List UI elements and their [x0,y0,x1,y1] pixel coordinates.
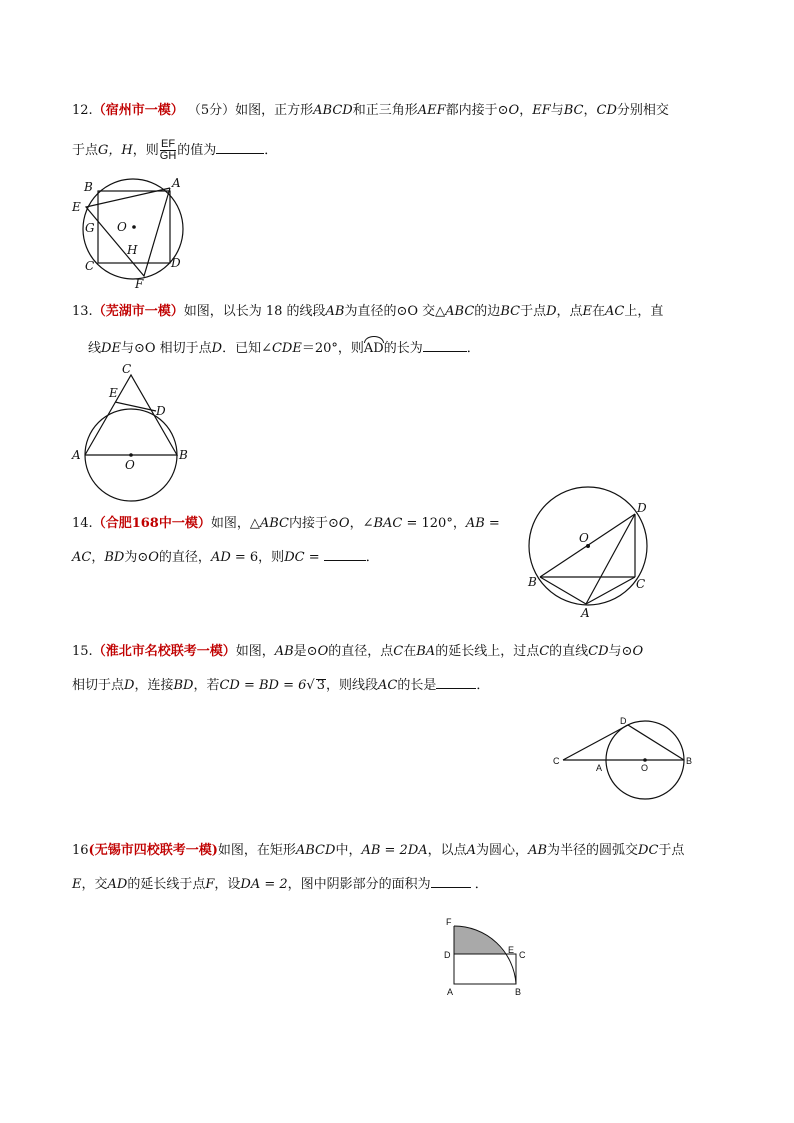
figure-13 [70,362,195,504]
answer-blank[interactable] [436,675,476,689]
label-b: B [686,756,693,766]
problem-number: 13. [72,304,93,319]
math-expression: DA = 2 [240,877,288,892]
math-var: E [582,304,593,319]
label-f: F [446,917,452,927]
math-var: F [205,877,215,892]
text: 线 [88,341,102,356]
problem-number: 12. [72,103,93,118]
problem-score: （5分） [187,103,236,118]
problem-source: (无锡市四校联考一模) [88,843,218,858]
label-b: B [179,448,188,462]
math-var: O [317,644,329,659]
text: ．已知∠ [222,341,272,356]
fraction-numerator: EF [160,138,176,150]
math-var: ABCD [313,103,353,118]
center-dot [132,225,136,229]
math-var: D [546,304,557,319]
figure-15 [550,712,700,804]
label-a: A [72,448,81,462]
text: 如图， [235,644,275,659]
label-o: O [641,763,649,773]
text: ． [466,341,480,356]
answer-blank[interactable] [431,874,471,888]
answer-blank[interactable] [324,547,366,561]
text: 于点 [658,843,685,858]
label-b: B [515,987,522,997]
text: 如图，以长为 18 的线段 [183,304,326,319]
text: ． [264,143,278,158]
label-c: C [85,259,95,273]
text: 分别相交 [616,103,669,118]
label-o: O [117,220,127,234]
sqrt-radicand: 3 [316,678,325,693]
text: 于点 [520,304,547,319]
text: ， [519,103,533,118]
text: 的长是 [397,678,437,693]
problem-14-line-2 [72,547,379,568]
math-var: A [466,843,477,858]
math-var: AD [107,877,128,892]
math-var: EF [532,103,551,118]
figure-16 [442,915,532,999]
text: 的边 [474,304,501,319]
text: 在 [592,304,606,319]
label-e: E [109,386,118,400]
text: ，图中阴影部分的面积为 [287,877,431,892]
problem-number: 15. [72,644,93,659]
math-var: AC [378,678,398,693]
text: 和正三角形 [352,103,418,118]
text: ，以点 [427,843,467,858]
label-c: C [122,362,132,376]
math-var: C [539,644,550,659]
answer-blank[interactable] [216,140,264,154]
arc-ad: AD [364,336,384,359]
math-var: AD [210,550,231,565]
label-e: E [508,945,515,955]
text: = 120°， [402,516,466,531]
label-e: E [72,200,81,214]
text: △ [249,516,260,531]
math-var: D [124,678,135,693]
text: 的延长线于点 [127,877,206,892]
math-var: ABC [445,304,475,319]
label-b: B [84,180,93,194]
text: 是⊙ [293,644,318,659]
text: 相切于点 [72,678,125,693]
math-var: AC [72,550,92,565]
text: 如图，在矩形 [217,843,296,858]
text: 与⊙O 相切于点 [120,341,212,356]
math-var: E [72,877,82,892]
text: ． [365,550,379,565]
label-o: O [579,531,589,545]
label-a: A [596,763,603,773]
text: 的直径， [158,550,211,565]
text: ，∠ [349,516,374,531]
fraction-denominator: GH [159,150,177,162]
math-var: ABCD [295,843,336,858]
text: ，若 [193,678,220,693]
problem-16-line-1 [72,841,684,861]
label-a: A [172,176,181,190]
label-d: D [620,716,627,726]
math-var: DC [638,843,659,858]
text: ，交 [81,877,108,892]
label-d: D [171,256,181,270]
shaded-region [454,926,505,954]
text: 的直线 [549,644,589,659]
text: 为直径的⊙O 交△ [344,304,446,319]
label-c: C [553,756,560,766]
text: 于点 [72,143,99,158]
problem-15-line-1 [72,642,643,662]
text: 的延长线上，过点 [435,644,540,659]
text: 与 [550,103,564,118]
text: 在 [403,644,417,659]
label-c: C [519,950,526,960]
text: ，设 [214,877,241,892]
problem-12-line-1 [72,101,669,121]
problem-14-line-1 [72,514,500,534]
math-var: AC [605,304,625,319]
math-var: BA [416,644,436,659]
math-var: BD [104,550,125,565]
text: 都内接于⊙ [445,103,509,118]
math-var: BC [563,103,584,118]
tangent-cd [563,725,628,760]
text: 如图，正方形 [235,103,314,118]
problem-source: （淮北市名校联考一模） [92,644,236,659]
math-var: ABC [259,516,289,531]
text: = [304,550,324,565]
center-dot [643,758,647,762]
sqrt-sign: √ [306,678,315,693]
text: ， [91,550,105,565]
text: 上，直 [624,304,664,319]
problem-12-line-2 [72,139,277,162]
problem-number: 14. [72,516,93,531]
label-f: F [135,277,144,291]
math-var: BAC [373,516,403,531]
text: 的长为 [383,341,423,356]
fraction [160,139,177,162]
text: 为圆心， [476,843,529,858]
text: 为半径的圆弧交 [547,843,639,858]
math-var: AB [465,516,485,531]
label-c: C [636,577,646,591]
line-bd [628,725,684,760]
problem-13-line-1 [72,302,663,322]
math-var: CD [596,103,617,118]
rectangle-abcd [454,954,516,984]
label-a: A [447,987,454,997]
math-var: BC [500,304,521,319]
text: ，则 [132,143,159,158]
math-var: O [338,516,350,531]
problem-16-line-2 [72,874,488,895]
label-b: B [528,575,537,589]
text: ，连接 [134,678,174,693]
text: = 6，则 [230,550,285,565]
text: 与⊙ [608,644,633,659]
math-var: BD [173,678,194,693]
problem-source: （合肥168中一模） [92,516,211,531]
label-d: D [637,501,647,515]
math-expression: CD = BD = 6 [219,678,307,693]
text: ，则线段 [325,678,378,693]
math-var: AB [325,304,345,319]
math-var: CDE [271,341,302,356]
label-d: D [444,950,451,960]
label-a: A [581,606,590,620]
problem-source: （芜湖市一模） [92,304,184,319]
text: 内接于⊙ [288,516,339,531]
figure-12 [68,172,198,290]
text: ＝20°，则 [301,341,364,356]
math-var: D [211,341,223,356]
figure-14 [524,486,660,622]
math-var: G，H [98,143,133,158]
text: 的直径，点 [328,644,394,659]
label-h: H [127,243,138,257]
center-dot [129,453,133,457]
text: 中， [335,843,362,858]
problem-number: 16 [72,843,89,858]
math-var: DE [101,341,121,356]
text: 的值为 [177,143,217,158]
answer-blank[interactable] [423,338,467,352]
math-var: CD [588,644,609,659]
problem-13-line-2 [88,336,480,359]
text: = [484,516,500,531]
math-var: O [148,550,159,565]
label-g: G [85,221,95,235]
math-var: O [632,644,644,659]
label-o: O [125,458,135,472]
math-var: AB [274,644,294,659]
text: ， [583,103,597,118]
label-d: D [156,404,166,418]
math-var: DC [284,550,305,565]
text: ． [476,678,490,693]
text: ，点 [556,304,583,319]
problem-source: （宿州市一模） [92,103,184,118]
math-var: AEF [417,103,446,118]
math-expression: AB = 2DA [361,843,428,858]
text: 为⊙ [124,550,149,565]
math-var: C [393,644,404,659]
problem-15-line-2 [72,675,489,696]
text: ． [474,877,488,892]
text: 如图， [210,516,250,531]
math-var: AB [528,843,548,858]
math-var: O [508,103,520,118]
